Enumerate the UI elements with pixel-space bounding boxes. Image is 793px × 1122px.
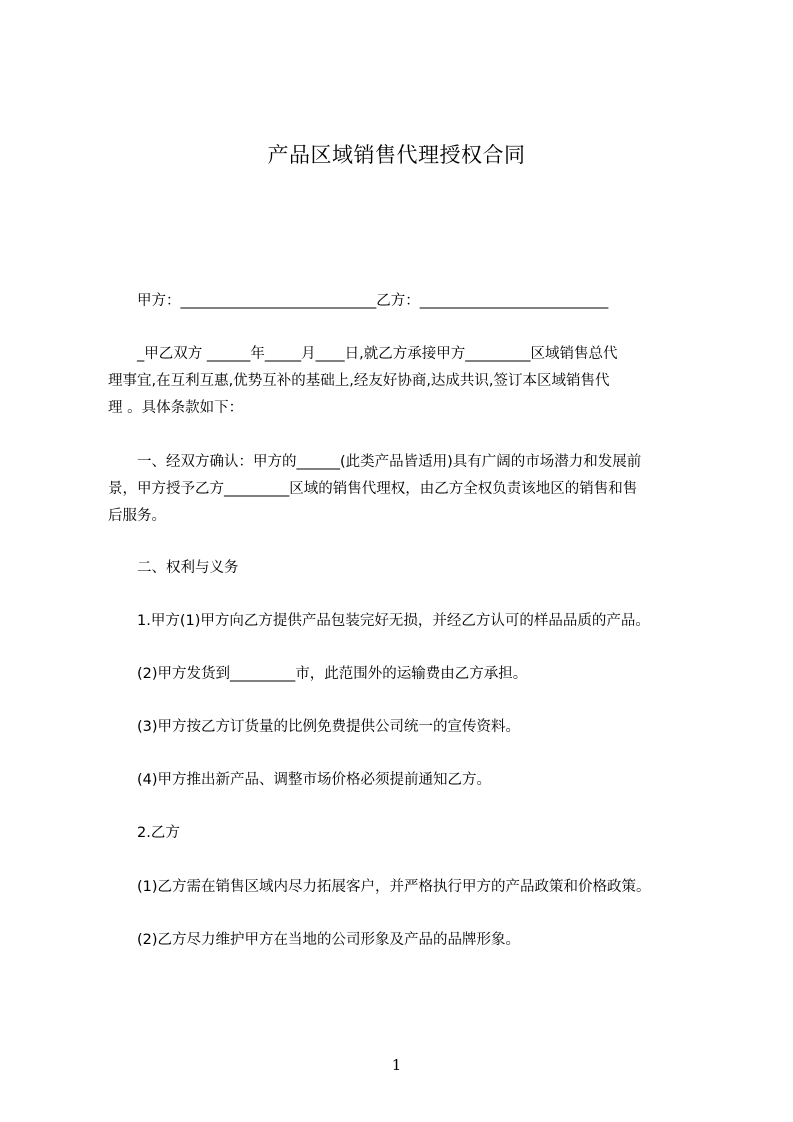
party-a-item-4: (4)甲方推出新产品、调整市场价格必须提前通知乙方。 bbox=[137, 772, 492, 788]
party-b-item-2: (2)乙方尽力维护甲方在当地的公司形象及产品的品牌形象。 bbox=[137, 932, 521, 948]
clause1-line-2: 景，甲方授予乙方_________区域的销售代理权，由乙方全权负责该地区的销售和售 bbox=[108, 481, 638, 497]
party-a-item-3: (3)甲方按乙方订货量的比例免费提供公司统一的宣传资料。 bbox=[137, 719, 521, 735]
party-a-item-1: 1.甲方(1)甲方向乙方提供产品包装完好无损，并经乙方认可的样品品质的产品。 bbox=[137, 613, 650, 629]
party-a-item-2: (2)甲方发货到_________市，此范围外的运输费由乙方承担。 bbox=[137, 666, 528, 682]
party-b-heading: 2.乙方 bbox=[137, 825, 180, 841]
clause2-heading: 二、权利与义务 bbox=[137, 560, 239, 576]
intro-line-1: _甲乙双方 ______年_____月____日,就乙方承接甲方_________区域销售总代 bbox=[137, 346, 618, 362]
clause1-line-1: 一、经双方确认：甲方的______(此类产品皆适用)具有广阔的市场潜力和发展前 bbox=[137, 454, 642, 470]
party-b-item-1: (1)乙方需在销售区域内尽力拓展客户，并严格执行甲方的产品政策和价格政策。 bbox=[137, 879, 651, 895]
page-number: 1 bbox=[391, 1056, 402, 1074]
clause1-line-3: 后服务。 bbox=[108, 508, 166, 524]
document-title: 产品区域销售代理授权合同 bbox=[267, 143, 526, 167]
intro-line-3: 理 。具体条款如下： bbox=[108, 400, 244, 416]
intro-line-2: 理事宜,在互利互惠,优势互补的基础上,经友好协商,达成共识,签订本区域销售代 bbox=[108, 373, 610, 389]
parties-line: 甲方：___________________________乙方：__________________________ bbox=[137, 293, 609, 309]
